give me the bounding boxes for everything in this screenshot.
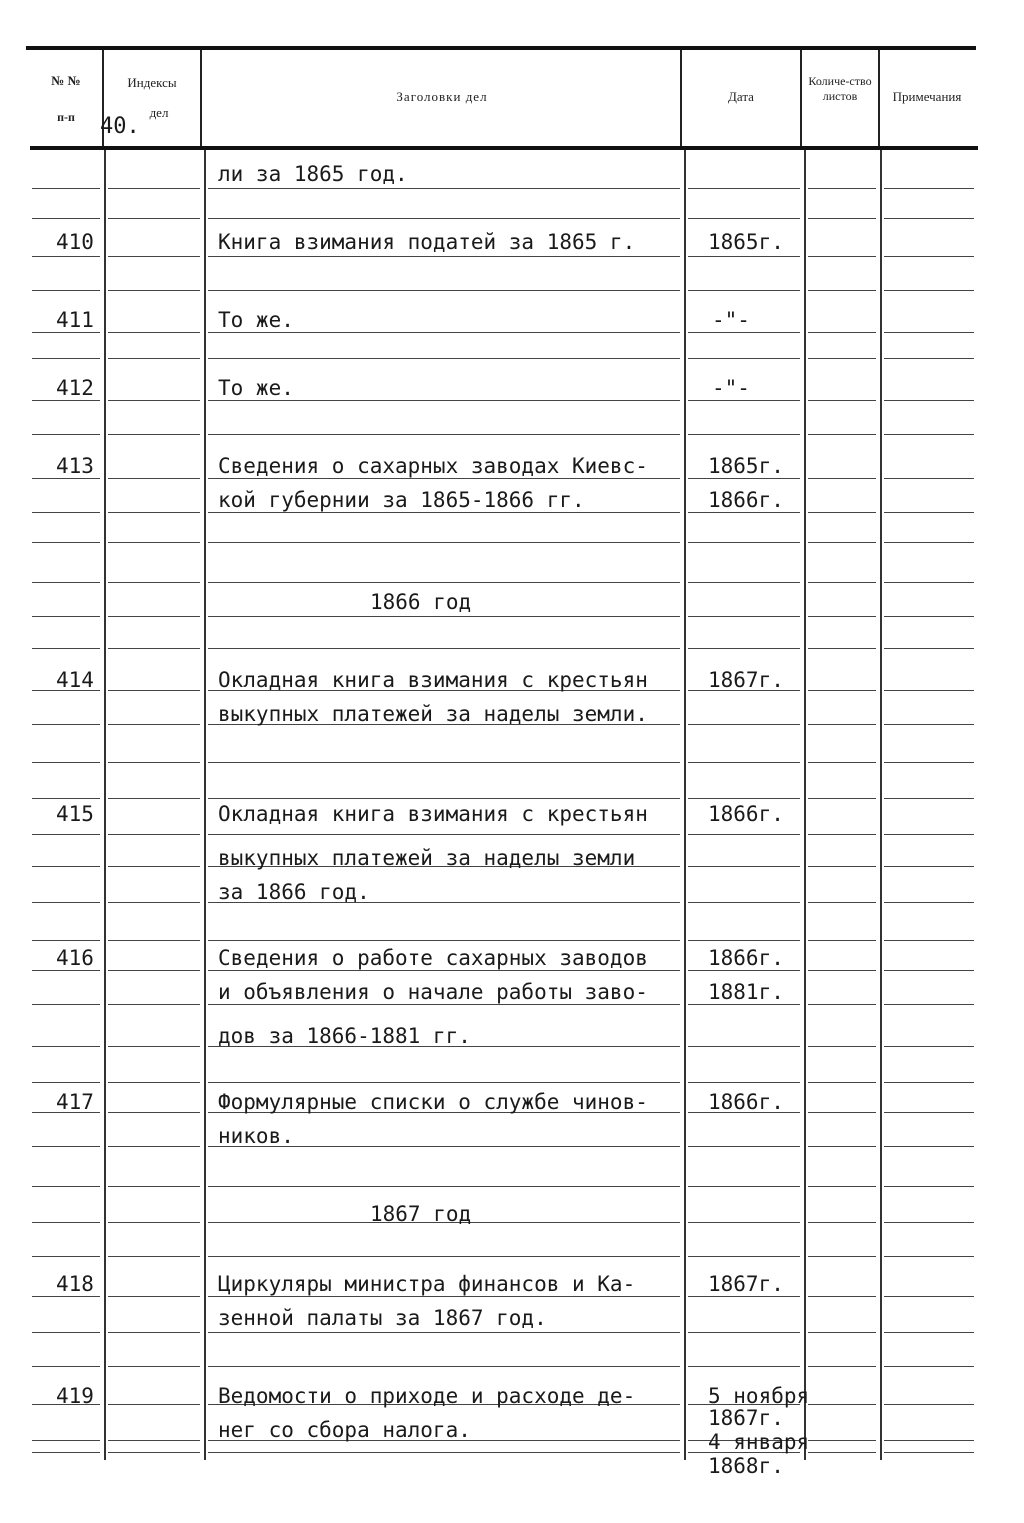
ruled-line	[808, 188, 876, 189]
ruled-line	[208, 332, 680, 333]
ruled-line	[884, 1452, 974, 1453]
ruled-line	[208, 1296, 680, 1297]
entry-416-title-line2: и объявления о начале работы заво-	[218, 980, 648, 1004]
entry-413-number: 413	[56, 454, 94, 478]
ruled-line	[32, 834, 100, 835]
ruled-line	[884, 970, 974, 971]
ruled-line	[108, 798, 200, 799]
entry-411-number: 411	[56, 308, 94, 332]
ruled-line	[688, 542, 800, 543]
entry-416-date-line1: 1866г.	[708, 946, 784, 970]
header-number	[30, 74, 102, 124]
ruled-line	[208, 616, 680, 617]
ruled-line	[108, 434, 200, 435]
ruled-line	[208, 970, 680, 971]
ruled-line	[208, 648, 680, 649]
entry-413-title-line1: Сведения о сахарных заводах Киевс-	[218, 454, 648, 478]
ruled-line	[108, 332, 200, 333]
ruled-line	[208, 542, 680, 543]
ruled-line	[32, 332, 100, 333]
ruled-line	[32, 1046, 100, 1047]
ruled-line	[808, 400, 876, 401]
entry-412-title: То же.	[218, 376, 294, 400]
header-date: Дата	[728, 89, 754, 104]
ruled-line	[208, 1186, 680, 1187]
entry-419-date-line2: 1867г.	[708, 1406, 784, 1430]
entry-419-date-line1: 5 ноября	[708, 1384, 810, 1408]
ruled-line	[808, 1112, 876, 1113]
entry-415-number: 415	[56, 802, 94, 826]
ruled-line	[688, 798, 800, 799]
ruled-line	[108, 902, 200, 903]
ruled-line	[32, 1452, 100, 1453]
year-heading-1867: 1867 год	[370, 1202, 472, 1226]
ruled-line	[108, 1186, 200, 1187]
ruled-line	[884, 798, 974, 799]
ruled-line	[32, 970, 100, 971]
entry-417-title-line2: ников.	[218, 1124, 294, 1148]
ruled-line	[32, 512, 100, 513]
ruled-line	[208, 762, 680, 763]
ruled-line	[808, 1332, 876, 1333]
entry-416-date-line2: 1881г.	[708, 980, 784, 1004]
ruled-line	[108, 218, 200, 219]
ruled-line	[32, 256, 100, 257]
ruled-line	[688, 218, 800, 219]
ruled-line	[884, 1004, 974, 1005]
ruled-line	[108, 690, 200, 691]
ruled-line	[208, 478, 680, 479]
entry-417-number: 417	[56, 1090, 94, 1114]
entry-415-title-line2: выкупных платежей за наделы земли	[218, 846, 636, 870]
grid-vline	[104, 150, 106, 1460]
ruled-line	[208, 218, 680, 219]
ruled-line	[32, 1004, 100, 1005]
ruled-line	[688, 478, 800, 479]
ruled-line	[32, 188, 100, 189]
ruled-line	[208, 290, 680, 291]
ruled-line	[688, 1046, 800, 1047]
ruled-line	[32, 1366, 100, 1367]
ruled-line	[108, 834, 200, 835]
ruled-line	[688, 762, 800, 763]
ruled-line	[32, 434, 100, 435]
ruled-line	[108, 1440, 200, 1441]
ruled-line	[808, 512, 876, 513]
ruled-line	[808, 1222, 876, 1223]
ruled-line	[32, 762, 100, 763]
header-number-line1: № №	[51, 73, 81, 88]
ruled-line	[32, 582, 100, 583]
ruled-line	[208, 1366, 680, 1367]
ruled-line	[808, 332, 876, 333]
ruled-line	[32, 940, 100, 941]
ruled-line	[108, 648, 200, 649]
ruled-line	[108, 1046, 200, 1047]
ruled-line	[108, 1004, 200, 1005]
ruled-line	[884, 1112, 974, 1113]
ruled-line	[108, 762, 200, 763]
entry-412-number: 412	[56, 376, 94, 400]
ruled-line	[884, 1366, 974, 1367]
ruled-line	[208, 1332, 680, 1333]
ruled-line	[884, 400, 974, 401]
ruled-line	[808, 1046, 876, 1047]
ruled-line	[808, 478, 876, 479]
ruled-line	[884, 1146, 974, 1147]
header-number-line2: п-п	[57, 110, 75, 124]
ruled-line	[688, 1146, 800, 1147]
entry-410-number: 410	[56, 230, 94, 254]
ruled-line	[688, 290, 800, 291]
entry-419-number: 419	[56, 1384, 94, 1408]
entry-419-title-line1: Ведомости о приходе и расходе де-	[218, 1384, 636, 1408]
entry-417-title-line1: Формулярные списки о службе чинов-	[218, 1090, 648, 1114]
ruled-line	[208, 1004, 680, 1005]
ruled-line	[808, 902, 876, 903]
ruled-line	[32, 542, 100, 543]
ruled-line	[808, 1082, 876, 1083]
entry-413-title-line2: кой губернии за 1865-1866 гг.	[218, 488, 585, 512]
entry-413-date-line1: 1865г.	[708, 454, 784, 478]
folio-number: 40.	[100, 114, 140, 139]
ruled-line	[32, 1440, 100, 1441]
ruled-line	[32, 1222, 100, 1223]
header-divider	[200, 50, 202, 146]
entry-415-date: 1866г.	[708, 802, 784, 826]
header-count: Количе-ство листов	[808, 74, 872, 103]
ruled-line	[884, 1404, 974, 1405]
ruled-line	[688, 1332, 800, 1333]
top-rule	[26, 46, 976, 50]
grid-vline	[880, 150, 882, 1460]
grid-vline	[684, 150, 686, 1460]
ruled-line	[688, 1222, 800, 1223]
entry-410-date: 1865г.	[708, 230, 784, 254]
ruled-line	[884, 940, 974, 941]
ruled-line	[688, 1366, 800, 1367]
ruled-line	[808, 1452, 876, 1453]
ruled-line	[32, 218, 100, 219]
ruled-line	[688, 256, 800, 257]
ruled-line	[808, 218, 876, 219]
ruled-line	[884, 690, 974, 691]
ruled-line	[688, 400, 800, 401]
ruled-line	[688, 1256, 800, 1257]
ruled-line	[32, 648, 100, 649]
ruled-line	[208, 834, 680, 835]
entry-419-date-line3: 4 января	[708, 1430, 810, 1454]
entry-418-title-line2: зенной палаты за 1867 год.	[218, 1306, 547, 1330]
entry-414-number: 414	[56, 668, 94, 692]
ruled-line	[884, 1256, 974, 1257]
ruled-line	[108, 256, 200, 257]
ruled-line	[208, 512, 680, 513]
header-notes: Примечания	[892, 89, 962, 104]
ruled-line	[208, 582, 680, 583]
ruled-line	[208, 434, 680, 435]
ruled-line	[688, 512, 800, 513]
ruled-line	[808, 1296, 876, 1297]
ruled-line	[32, 866, 100, 867]
ruled-line	[32, 902, 100, 903]
ruled-line	[208, 1452, 680, 1453]
ruled-line	[808, 434, 876, 435]
ruled-line	[688, 724, 800, 725]
ruled-line	[884, 866, 974, 867]
ruled-line	[884, 542, 974, 543]
ruled-line	[808, 1366, 876, 1367]
ruled-line	[108, 1452, 200, 1453]
ruled-line	[108, 940, 200, 941]
ruled-line	[884, 902, 974, 903]
ruled-line	[808, 798, 876, 799]
ruled-line	[808, 648, 876, 649]
ruled-line	[808, 358, 876, 359]
ruled-line	[108, 188, 200, 189]
ruled-line	[884, 188, 974, 189]
ruled-line	[808, 582, 876, 583]
ruled-line	[108, 616, 200, 617]
entry-412-date: -"-	[712, 376, 750, 400]
ruled-line	[108, 724, 200, 725]
ruled-line	[884, 616, 974, 617]
ruled-line	[108, 866, 200, 867]
header-index-line2: дел	[149, 105, 169, 120]
ruled-line	[208, 798, 680, 799]
ruled-line	[884, 332, 974, 333]
ruled-line	[32, 358, 100, 359]
ruled-line	[884, 434, 974, 435]
ruled-line	[108, 542, 200, 543]
ruled-line	[108, 478, 200, 479]
ruled-line	[808, 834, 876, 835]
ruled-line	[808, 866, 876, 867]
ruled-line	[884, 512, 974, 513]
ruled-line	[108, 1222, 200, 1223]
entry-410-title: Книга взимания податей за 1865 г.	[218, 230, 636, 254]
ruled-line	[108, 1082, 200, 1083]
ruled-line	[808, 690, 876, 691]
ruled-line	[884, 834, 974, 835]
ruled-line	[884, 478, 974, 479]
ruled-line	[32, 1186, 100, 1187]
ruled-line	[108, 1256, 200, 1257]
entry-415-title-line1: Окладная книга взимания с крестьян	[218, 802, 648, 826]
ruled-line	[884, 1440, 974, 1441]
ruled-line	[884, 1082, 974, 1083]
ruled-line	[808, 724, 876, 725]
ruled-line	[32, 724, 100, 725]
ruled-line	[808, 1004, 876, 1005]
entry-416-number: 416	[56, 946, 94, 970]
ruled-line	[208, 1256, 680, 1257]
header-index-line1: Индексы	[127, 75, 177, 90]
ruled-line	[884, 762, 974, 763]
ruled-line	[884, 1186, 974, 1187]
ruled-line	[108, 970, 200, 971]
ruled-line	[108, 1112, 200, 1113]
ruled-line	[32, 1256, 100, 1257]
ruled-line	[208, 1082, 680, 1083]
ruled-line	[108, 582, 200, 583]
ruled-line	[108, 512, 200, 513]
grid-vline	[804, 150, 806, 1460]
ruled-line	[808, 256, 876, 257]
ruled-line	[808, 1186, 876, 1187]
ruled-line	[208, 188, 680, 189]
ruled-line	[884, 1296, 974, 1297]
ruled-line	[32, 1296, 100, 1297]
ruled-line	[688, 332, 800, 333]
continuation-line: ли за 1865 год.	[218, 162, 408, 186]
ruled-line	[208, 400, 680, 401]
ruled-line	[808, 542, 876, 543]
ruled-line	[32, 1146, 100, 1147]
ruled-line	[688, 434, 800, 435]
ruled-line	[32, 290, 100, 291]
ruled-line	[688, 616, 800, 617]
ruled-line	[688, 834, 800, 835]
entry-419-date-line4: 1868г.	[708, 1454, 784, 1478]
entry-416-title-line1: Сведения о работе сахарных заводов	[218, 946, 648, 970]
ruled-line	[808, 1404, 876, 1405]
ruled-line	[108, 400, 200, 401]
ruled-line	[808, 290, 876, 291]
ruled-line	[208, 358, 680, 359]
ruled-line	[688, 1004, 800, 1005]
entry-411-title: То же.	[218, 308, 294, 332]
ruled-line	[688, 940, 800, 941]
ruled-line	[108, 1146, 200, 1147]
entry-414-title-line1: Окладная книга взимания с крестьян	[218, 668, 648, 692]
ruled-line	[32, 400, 100, 401]
entry-417-date: 1866г.	[708, 1090, 784, 1114]
ruled-line	[688, 188, 800, 189]
ruled-line	[208, 256, 680, 257]
ruled-line	[884, 218, 974, 219]
grid-vline	[204, 150, 206, 1460]
entry-414-title-line2: выкупных платежей за наделы земли.	[218, 702, 648, 726]
ruled-line	[884, 724, 974, 725]
ruled-line	[108, 1296, 200, 1297]
entry-418-number: 418	[56, 1272, 94, 1296]
ruled-line	[688, 648, 800, 649]
ruled-line	[688, 1082, 800, 1083]
ruled-line	[108, 1366, 200, 1367]
entry-416-title-line3: дов за 1866-1881 гг.	[218, 1024, 471, 1048]
ruled-line	[884, 256, 974, 257]
ruled-line	[884, 648, 974, 649]
ruled-line	[688, 970, 800, 971]
ruled-line	[688, 358, 800, 359]
ruled-line	[108, 1332, 200, 1333]
ruled-line	[32, 798, 100, 799]
ruled-line	[32, 616, 100, 617]
ruled-line	[688, 582, 800, 583]
ruled-line	[32, 1082, 100, 1083]
entry-418-date: 1867г.	[708, 1272, 784, 1296]
ruled-line	[884, 1332, 974, 1333]
header-titles: Заголовки дел	[396, 89, 488, 104]
entry-414-date: 1867г.	[708, 668, 784, 692]
entry-413-date-line2: 1866г.	[708, 488, 784, 512]
ruled-line	[884, 290, 974, 291]
ruled-line	[808, 616, 876, 617]
ruled-line	[808, 762, 876, 763]
entry-419-title-line2: нег со сбора налога.	[218, 1418, 471, 1442]
ruled-line	[108, 290, 200, 291]
ruled-line	[32, 1332, 100, 1333]
ruled-line	[808, 940, 876, 941]
ruled-line	[808, 1146, 876, 1147]
year-heading-1866: 1866 год	[370, 590, 472, 614]
ruled-line	[884, 358, 974, 359]
ruled-line	[808, 1440, 876, 1441]
ruled-line	[108, 1404, 200, 1405]
ruled-line	[884, 1222, 974, 1223]
ruled-line	[108, 358, 200, 359]
ruled-line	[688, 902, 800, 903]
ruled-line	[32, 478, 100, 479]
ruled-line	[884, 582, 974, 583]
ruled-line	[688, 866, 800, 867]
ruled-line	[808, 970, 876, 971]
ruled-line	[688, 1186, 800, 1187]
ruled-line	[208, 940, 680, 941]
ruled-line	[688, 1296, 800, 1297]
entry-411-date: -"-	[712, 308, 750, 332]
ruled-line	[884, 1046, 974, 1047]
header-bottom-rule	[30, 146, 978, 150]
ruled-line	[808, 1256, 876, 1257]
entry-415-title-line3: за 1866 год.	[218, 880, 370, 904]
entry-418-title-line1: Циркуляры министра финансов и Ка-	[218, 1272, 636, 1296]
